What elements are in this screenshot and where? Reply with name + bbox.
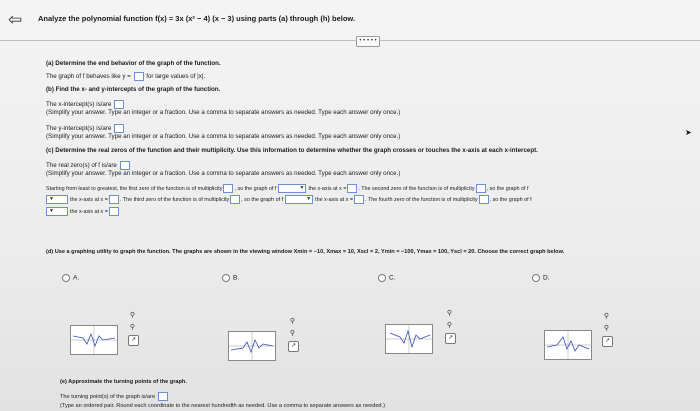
y-intercept-label: The y-intercept(s) is/are [46,125,112,133]
zoom-out-icon[interactable]: ⚲ [603,325,610,332]
question-title: Analyze the polynomial function f(x) = 3x (x² − 4) (x − 3) using parts (a) through (h) below. [38,14,356,23]
row1-text-c: the x-axis at x = [308,185,347,192]
behavior-4-select[interactable] [46,207,68,216]
row2-text-a: the x-axis at x = [70,196,108,203]
popout-icon[interactable]: ↗ [602,336,613,347]
option-d-radio[interactable] [532,274,540,282]
multiplicity-row-2 [46,195,532,204]
y-intercept-input[interactable] [114,124,124,133]
graph-c [385,324,433,354]
graph-a [70,325,118,355]
popout-icon[interactable]: ↗ [445,333,456,344]
option-c-radio[interactable] [378,274,386,282]
option-b-radio[interactable] [222,274,230,282]
graph-c-tools [445,309,455,347]
option-c[interactable] [378,274,396,282]
option-d-label: D. [543,274,550,282]
graph-b [228,331,276,361]
row1-text-e: , so the graph of f [486,185,529,192]
turning-points-input[interactable] [158,392,168,401]
zoom-in-icon[interactable]: ⚲ [129,312,136,319]
part-a-line [46,72,205,81]
real-zeros-label: The real zero(s) of f is/are [46,162,117,170]
cursor-icon: ➤ [685,128,692,137]
row3-text-a: the x-axis at x = [70,208,108,215]
x-intercept-hint: (Simplify your answer. Type an integer or a fraction. Use a comma to separate answers as needed. Type each answer only once.) [46,109,401,116]
zoom-in-icon[interactable]: ⚲ [446,310,453,317]
graph-b-tools [288,317,298,355]
multiplicity-3-input[interactable] [230,195,240,204]
option-a[interactable] [62,274,79,282]
row1-text-a: Starting from least to greatest, the first zero of the function is of multiplicity [46,185,223,192]
behavior-3-select[interactable] [285,195,313,204]
row2-text-b: . The third zero of the function is of multiplicity [119,196,230,203]
y-intercept-line [46,124,125,133]
x-intercept-line [46,100,125,109]
multiplicity-1-input[interactable] [223,184,233,193]
back-arrow-icon[interactable]: ⇦ [8,10,23,29]
expand-more-button[interactable]: • • • • • [356,36,380,47]
graph-d-tools [602,312,612,350]
multiplicity-2-input[interactable] [476,184,486,193]
graph-a-tools [128,311,138,349]
multiplicity-row-1 [46,184,529,193]
zero-1-input[interactable] [347,184,357,193]
real-zeros-hint: (Simplify your answer. Type an integer or a fraction. Use a comma to separate answers as needed. Type each answer only once.) [46,170,401,177]
part-b-heading: (b) Find the x- and y-intercepts of the graph of the function. [46,86,221,93]
part-a-prefix: The graph of f behaves like y = [46,73,131,81]
multiplicity-4-input[interactable] [479,195,489,204]
popout-icon[interactable]: ↗ [128,335,139,346]
part-d-heading: (d) Use a graphing utility to graph the function. The graphs are shown in the viewing window Xmin = −10, Xmax = 10, Xscl = 2, Ymin = −100, Ymax = 100, Yscl = 20. Choose the correct graph below. [46,249,565,255]
real-zeros-input[interactable] [120,161,130,170]
row1-text-b: , so the graph of f [234,185,277,192]
zoom-out-icon[interactable]: ⚲ [289,330,296,337]
part-a-heading: (a) Determine the end behavior of the graph of the function. [46,60,221,67]
multiplicity-row-3 [46,207,120,216]
row2-text-f: , so the graph of f [489,196,532,203]
zoom-in-icon[interactable]: ⚲ [603,313,610,320]
divider [0,40,700,41]
zoom-out-icon[interactable]: ⚲ [446,322,453,329]
behavior-1-select[interactable] [278,184,306,193]
turning-points-hint: (Type an ordered pair. Round each coordinate to the nearest hundredth as needed. Use a comma to separate answers as needed.) [60,403,385,409]
part-c-heading: (c) Determine the real zeros of the function and their multiplicity. Use this information to determine whether the graph crosses or touches the x-axis at each x-intercept. [46,147,538,154]
zoom-out-icon[interactable]: ⚲ [129,324,136,331]
row2-text-d: the x-axis at x = [315,196,354,203]
real-zeros-line [46,161,131,170]
option-c-label: C. [389,274,396,282]
part-a-suffix: for large values of |x|. [146,73,206,81]
end-behavior-input[interactable] [134,72,144,81]
zoom-in-icon[interactable]: ⚲ [289,318,296,325]
option-b-label: B. [233,274,240,282]
option-a-label: A. [73,274,80,282]
option-a-radio[interactable] [62,274,70,282]
zero-4-input[interactable] [109,207,119,216]
graph-d [544,330,592,360]
x-intercept-label: The x-intercept(s) is/are [46,101,112,109]
turning-points-line [60,392,169,401]
y-intercept-hint: (Simplify your answer. Type an integer or a fraction. Use a comma to separate answers as needed. Type each answer only once.) [46,133,401,140]
part-e-heading: (e) Approximate the turning points of the graph. [60,379,187,385]
option-b[interactable] [222,274,239,282]
option-d[interactable] [532,274,550,282]
zero-2-input[interactable] [109,195,119,204]
zero-3-input[interactable] [354,195,364,204]
popout-icon[interactable]: ↗ [288,341,299,352]
row2-text-c: , so the graph of f [241,196,284,203]
row1-text-d: . The second zero of the function is of multiplicity [358,185,475,192]
x-intercept-input[interactable] [114,100,124,109]
row2-text-e: . The fourth zero of the function is of multiplicity [365,196,478,203]
behavior-2-select[interactable] [46,195,68,204]
turning-points-label: The turning point(s) of the graph is/are [60,393,156,400]
